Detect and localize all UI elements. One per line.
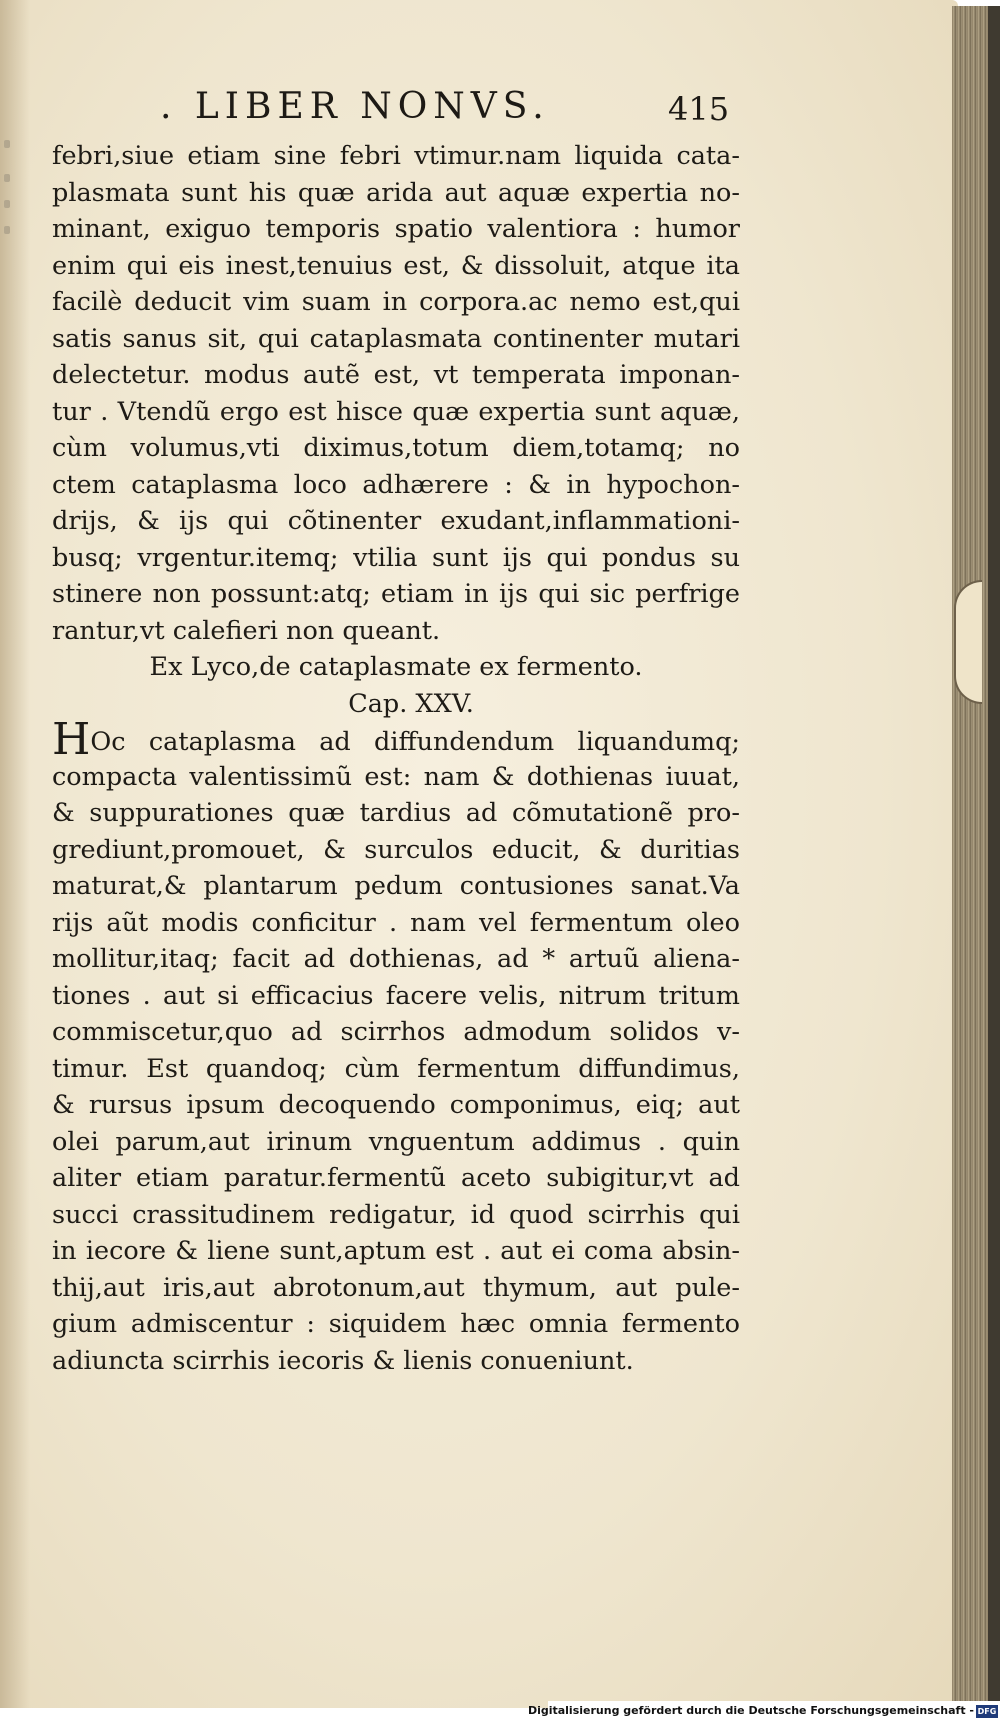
- text-line: ctem cataplasma loco adhærere : & in hypochon-: [52, 469, 740, 500]
- text-line: plasmata sunt his quæ arida aut aquæ expertia no-: [52, 177, 740, 208]
- gutter-shadow: [0, 0, 30, 1708]
- page-tab-mark: [954, 580, 982, 704]
- text-line: succi crassitudinem redigatur, id quod scirrhis qui: [52, 1199, 740, 1230]
- text-line: adiuncta scirrhis iecoris & lienis conueniunt.: [52, 1345, 634, 1376]
- margin-mark: [4, 140, 10, 148]
- text-line: drijs, & ijs qui cõtinenter exudant,inflammationi-: [52, 506, 740, 536]
- text-line: delectetur. modus autẽ est, vt temperata imponan-: [52, 360, 740, 390]
- dfg-logo: DFG: [977, 1707, 997, 1716]
- chapter-number: Cap. XXV.: [348, 688, 474, 719]
- footer-credit: Digitalisierung gefördert durch die Deutsche Forschungsgemeinschaft -: [527, 1704, 974, 1717]
- text-block: [52, 138, 740, 1379]
- text-line: gium admiscentur : siquidem hæc omnia fermento: [52, 1309, 740, 1339]
- first-line-text: Oc cataplasma ad diffundendum liquandumq;: [90, 727, 740, 757]
- text-line: timur. Est quandoq; cùm fermentum diffundimus,: [52, 1053, 740, 1084]
- text-line: & suppurationes quæ tardius ad cõmutationẽ pro-: [52, 798, 740, 828]
- text-line: minant, exiguo temporis spatio valentiora : humor: [52, 214, 740, 244]
- text-line: & rursus ipsum decoquendo componimus, eiq; aut: [52, 1090, 740, 1120]
- text-line: olei parum,aut irinum vnguentum addimus . quin: [52, 1126, 740, 1157]
- text-line: cùm volumus,vti diximus,totum diem,totamq; no: [52, 433, 740, 463]
- chapter-first-line: [52, 714, 740, 765]
- margin-mark: [4, 200, 10, 208]
- text-line: compacta valentissimũ est: nam & dothienas iuuat,: [52, 761, 740, 792]
- margin-mark: [4, 174, 10, 182]
- text-line: rantur,vt calefieri non queant.: [52, 615, 441, 646]
- book-cover-edge: [988, 6, 1000, 1706]
- text-line: thij,aut iris,aut abrotonum,aut thymum, aut pule-: [52, 1272, 740, 1303]
- text-line: tiones . aut si efficacius facere velis, nitrum tritum: [52, 980, 740, 1011]
- text-line: facilè deducit vim suam in corpora.ac nemo est,qui: [52, 287, 740, 317]
- text-line: mollitur,itaq; facit ad dothienas, ad * artuũ aliena-: [52, 944, 740, 974]
- footer-bar: [527, 1701, 1000, 1722]
- running-head: . LIBER NONVS.: [160, 86, 550, 127]
- text-line: busq; vrgentur.itemq; vtilia sunt ijs qui pondus su: [52, 542, 740, 573]
- margin-mark: [4, 226, 10, 234]
- text-line: maturat,& plantarum pedum contusiones sanat.Va: [52, 871, 740, 901]
- text-line: grediunt,promouet, & surculos educit, & duritias: [52, 834, 740, 865]
- text-line: stinere non possunt:atq; etiam in ijs qui sic perfrige: [52, 579, 740, 609]
- text-line: aliter etiam paratur.fermentũ aceto subigitur,vt ad: [52, 1163, 740, 1193]
- text-line: commiscetur,quo ad scirrhos admodum solidos v-: [52, 1017, 740, 1047]
- text-line: enim qui eis inest,tenuius est, & dissoluit, atque ita: [52, 250, 740, 281]
- page-number: 415: [668, 90, 730, 128]
- section-title: Ex Lyco,de cataplasmate ex fermento.: [149, 652, 643, 682]
- text-line: rijs aũt modis conficitur . nam vel fermentum oleo: [52, 907, 740, 938]
- text-line: in iecore & liene sunt,aptum est . aut ei coma absin-: [52, 1236, 740, 1266]
- margin-bleed-marks: [2, 140, 14, 240]
- text-line: febri,siue etiam sine febri vtimur.nam liquida cata-: [52, 141, 740, 171]
- text-line: tur . Vtendũ ergo est hisce quæ expertia sunt aquæ,: [52, 396, 740, 427]
- drop-cap: H: [52, 714, 91, 765]
- text-line: satis sanus sit, qui cataplasmata continenter mutari: [52, 323, 740, 354]
